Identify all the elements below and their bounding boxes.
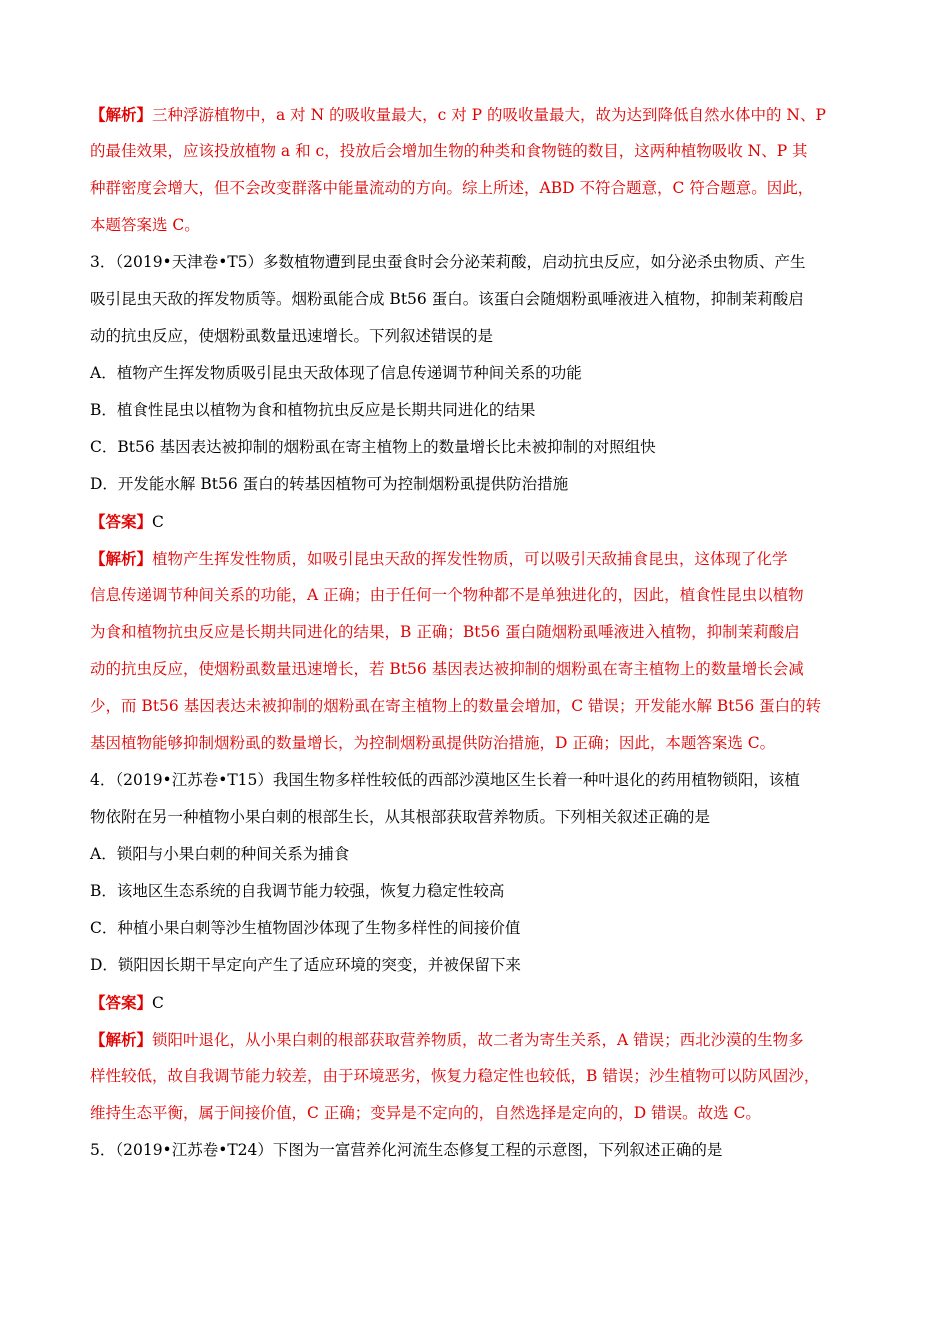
answer-value: C	[152, 513, 164, 531]
question-4-option-b: B．该地区生态系统的自我调节能力较强，恢复力稳定性较高	[90, 882, 505, 900]
analysis-tag: 【解析】	[90, 105, 153, 124]
question-4-option-a: A．锁阳与小果白刺的种间关系为捕食	[90, 845, 350, 863]
question-3-answer	[90, 503, 870, 540]
analysis-tag: 【解析】	[90, 549, 153, 568]
document-page	[90, 96, 870, 1169]
question-5-stem: 5．（2019•江苏卷•T24）下图为一富营养化河流生态修复工程的示意图，下列叙述正确的是	[90, 1141, 723, 1159]
question-3-analysis: 【解析】植物产生挥发性物质，如吸引昆虫天敌的挥发性物质，可以吸引天敌捕食昆虫，这体现了化学	[90, 549, 788, 568]
analysis-line: 种群密度会增大，但不会改变群落中能量流动的方向。综上所述，ABD 不符合题意，C 符合题意。因此，	[90, 179, 814, 197]
question-4-analysis: 维持生态平衡，属于间接价值，C 正确；变异是不定向的，自然选择是定向的，D 错误。故选 C。	[90, 1104, 761, 1122]
question-4-option-d: D．锁阳因长期干旱定向产生了适应环境的突变，并被保留下来	[90, 956, 521, 974]
answer-tag: 【答案】	[90, 512, 153, 531]
question-3-option-b: B．植食性昆虫以植物为食和植物抗虫反应是长期共同进化的结果	[90, 401, 536, 419]
question-3-analysis: 信息传递调节种间关系的功能，A 正确；由于任何一个物种都不是单独进化的，因此，植食性昆虫以植物	[90, 586, 804, 604]
answer-tag: 【答案】	[90, 993, 153, 1012]
analysis-line: 【解析】三种浮游植物中，a 对 N 的吸收量最大，c 对 P 的吸收量最大，故为达到降低自然水体中的 N、P	[90, 105, 826, 124]
question-4-analysis: 【解析】锁阳叶退化，从小果白刺的根部获取营养物质，故二者为寄生关系，A 错误；西北沙漠的生物多	[90, 1030, 804, 1049]
question-3-option-c: C．Bt56 基因表达被抑制的烟粉虱在寄主植物上的数量增长比未被抑制的对照组快	[90, 438, 656, 456]
question-4-stem: 物依附在另一种植物小果白刺的根部生长，从其根部获取营养物质。下列相关叙述正确的是	[90, 808, 711, 826]
analysis-line: 本题答案选 C。	[90, 216, 200, 234]
question-3-stem: 动的抗虫反应，使烟粉虱数量迅速增长。下列叙述错误的是	[90, 327, 494, 345]
question-4-option-c: C．种植小果白刺等沙生植物固沙体现了生物多样性的间接价值	[90, 919, 521, 937]
question-3-analysis: 少，而 Bt56 基因表达未被抑制的烟粉虱在寄主植物上的数量会增加，C 错误；开发能水解 Bt56 蛋白的转	[90, 697, 822, 715]
question-4-answer	[90, 984, 870, 1021]
question-3-option-d: D．开发能水解 Bt56 蛋白的转基因植物可为控制烟粉虱提供防治措施	[90, 475, 569, 493]
question-3-analysis: 基因植物能够抑制烟粉虱的数量增长，为控制烟粉虱提供防治措施，D 正确；因此，本题答案选 C。	[90, 734, 776, 752]
question-3-stem: 3．（2019•天津卷•T5）多数植物遭到昆虫蚕食时会分泌茉莉酸，启动抗虫反应，如分泌杀虫物质、产生	[90, 253, 806, 271]
analysis-line: 的最佳效果，应该投放植物 a 和 c，投放后会增加生物的种类和食物链的数目，这两种植物吸收 N、P 其	[90, 142, 808, 160]
question-3-stem: 吸引昆虫天敌的挥发物质等。烟粉虱能合成 Bt56 蛋白。该蛋白会随烟粉虱唾液进入植物，抑制茉莉酸启	[90, 290, 804, 308]
analysis-tag: 【解析】	[90, 1030, 153, 1049]
question-3-option-a: A．植物产生挥发物质吸引昆虫天敌体现了信息传递调节种间关系的功能	[90, 364, 582, 382]
question-3-analysis: 为食和植物抗虫反应是长期共同进化的结果，B 正确；Bt56 蛋白随烟粉虱唾液进入植物，抑制茉莉酸启	[90, 623, 800, 641]
question-4-analysis: 样性较低，故自我调节能力较差，由于环境恶劣，恢复力稳定性也较低，B 错误；沙生植物可以防风固沙，	[90, 1067, 820, 1085]
question-4-stem: 4．（2019•江苏卷•T15）我国生物多样性较低的西部沙漠地区生长着一种叶退化的药用植物锁阳，该植	[90, 771, 800, 789]
question-3-analysis: 动的抗虫反应，使烟粉虱数量迅速增长，若 Bt56 基因表达被抑制的烟粉虱在寄主植物上的数量增长会减	[90, 660, 804, 678]
answer-value: C	[152, 994, 164, 1012]
